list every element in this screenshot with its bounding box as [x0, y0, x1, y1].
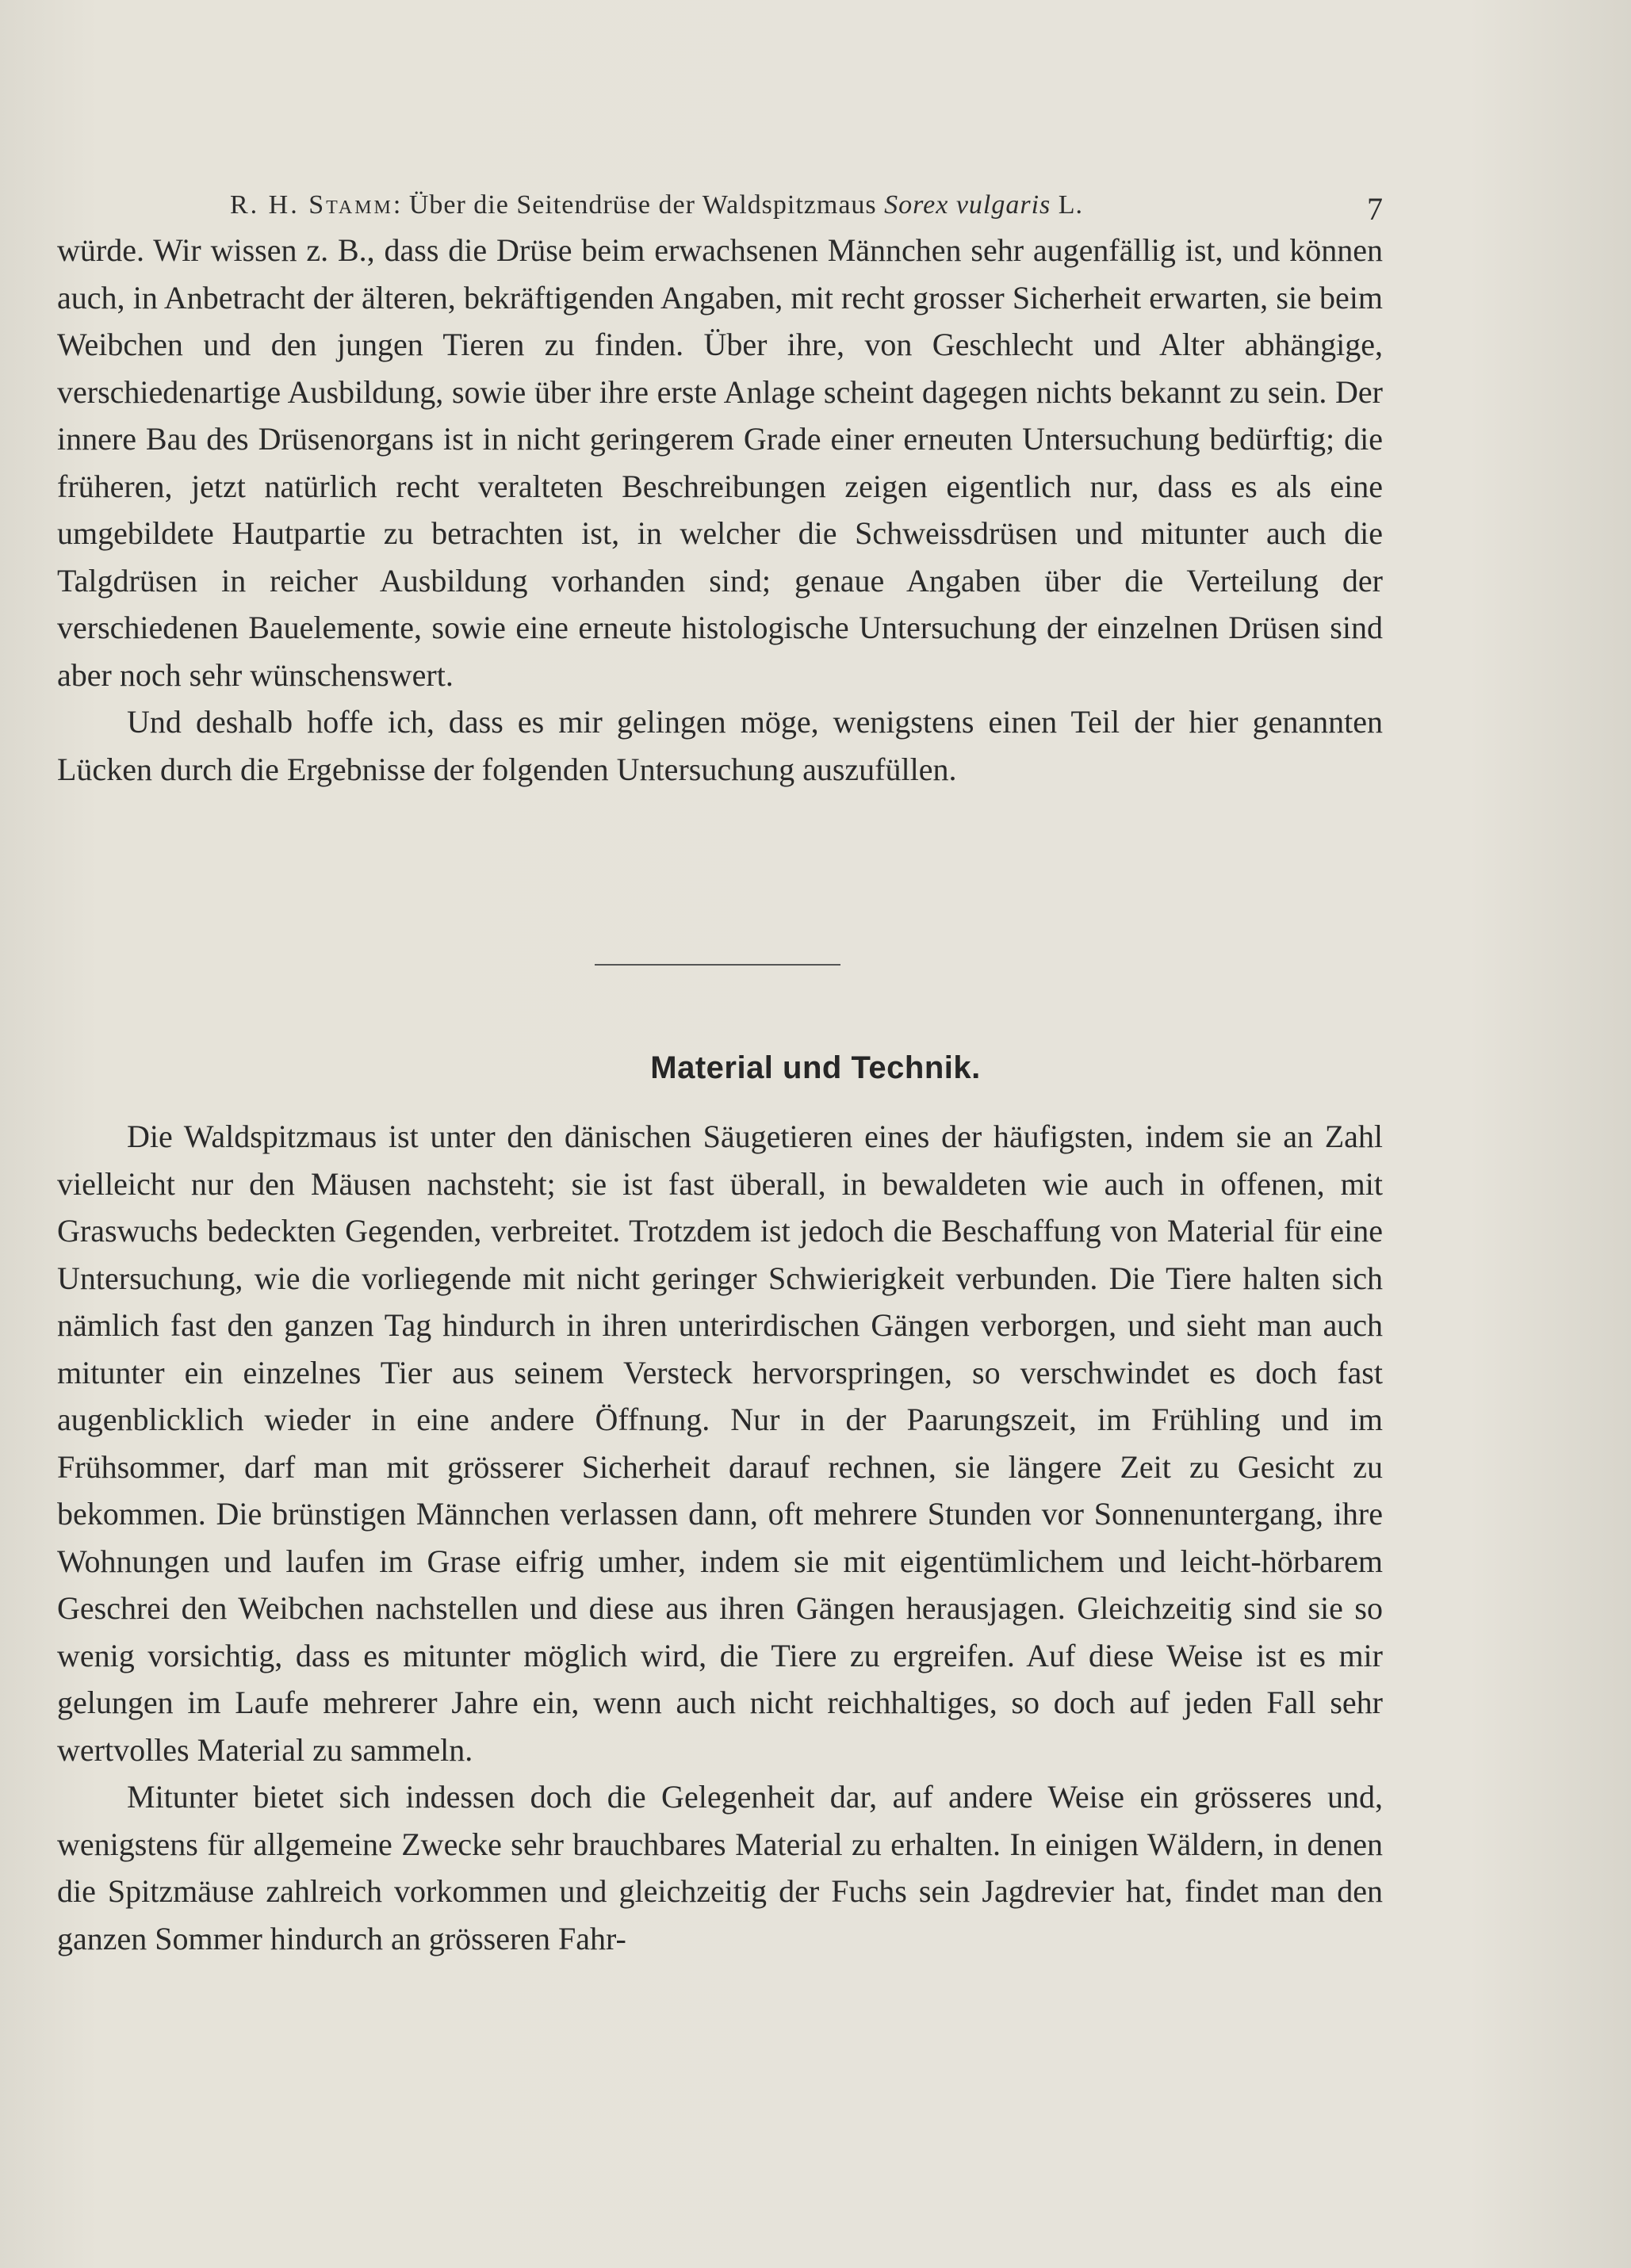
header-title: Über die Seitendrüse der Waldspitzmaus	[408, 190, 877, 220]
intro-text	[57, 227, 1383, 793]
section-heading: Material und Technik.	[650, 1050, 981, 1085]
header-authority: L.	[1058, 190, 1084, 220]
header-author: R. H. Stamm	[230, 190, 393, 220]
header-colon: :	[392, 190, 409, 220]
section-paragraph-2: Mitunter bietet sich indessen doch die Gelegenheit dar, auf andere Weise ein grösseres und, wenigstens für allgemeine Zwecke sehr brauchbares Material zu erhalten. In einigen Wäldern, in denen die Spitzmäuse zahlreich vorkommen und gleichzeitig der Fuchs sein Jagdrevier hat, findet man den ganzen Sommer hindurch an grösseren Fahr-	[57, 1779, 1383, 1956]
intro-paragraph-2: Und deshalb hoffe ich, dass es mir gelingen möge, wenigstens einen Teil der hier genannten Lücken durch die Ergebnisse der folgenden Untersuchung auszufüllen.	[57, 704, 1383, 787]
header-species: Sorex vulgaris	[884, 190, 1051, 220]
section-paragraph-1: Die Waldspitzmaus ist unter den dänischen Säugetieren eines der häufigsten, indem sie an Zahl vielleicht nur den Mäusen nachsteht; sie ist fast überall, in bewaldeten wie auch in offenen, mit Graswuchs bedeckten Gegenden, verbreitet. Trotzdem ist jedoch die Beschaffung von Material für eine Untersuchung, wie die vorliegende mit nicht geringer Schwierigkeit verbunden. Die Tiere halten sich nämlich fast den ganzen Tag hindurch in ihren unterirdischen Gängen verborgen, und sieht man auch mitunter ein einzelnes Tier aus seinem Versteck hervorspringen, so verschwindet es doch fast augenblicklich wieder in eine andere Öffnung. Nur in der Paarungszeit, im Frühling und im Frühsommer, darf man mit grösserer Sicherheit darauf rechnen, sie längere Zeit zu Gesicht zu bekommen. Die brünstigen Männchen verlassen dann, oft mehrere Stunden vor Sonnenuntergang, ihre Wohnungen und laufen im Grase eifrig umher, indem sie mit eigentümlichem und leicht-hörbarem Geschrei den Weibchen nachstellen und diese aus ihren Gängen herausjagen. Gleichzeitig sind sie so wenig vorsichtig, dass es mitunter möglich wird, die Tiere zu ergreifen. Auf diese Weise ist es mir gelungen im Laufe mehrerer Jahre ein, wenn auch nicht reichhaltiges, so doch auf jeden Fall sehr wertvolles Material zu sammeln.	[57, 1119, 1383, 1768]
section-text	[57, 1113, 1383, 1962]
section-divider	[595, 964, 840, 966]
intro-paragraph-1: würde. Wir wissen z. B., dass die Drüse beim erwachsenen Männchen sehr augenfällig ist, und können auch, in Anbetracht der älteren, bekräftigenden Angaben, mit recht grosser Sicherheit erwarten, sie beim Weibchen und den jungen Tieren zu finden. Über ihre, von Geschlecht und Alter abhängige, verschiedenartige Ausbildung, sowie über ihre erste Anlage scheint dagegen nichts bekannt zu sein. Der innere Bau des Drüsenorgans ist in nicht geringerem Grade einer erneuten Untersuchung bedürftig; die früheren, jetzt natürlich recht veralteten Beschreibungen zeigen eigentlich nur, dass es als eine umgebildete Hautpartie zu betrachten ist, in welcher die Schweissdrüsen und mitunter auch die Talgdrüsen in reicher Ausbildung vorhanden sind; genaue Angaben über die Verteilung der verschiedenen Bauelemente, sowie eine erneute histologische Untersuchung der einzelnen Drüsen sind aber noch sehr wünschenswert.	[57, 232, 1383, 693]
running-title	[230, 190, 1083, 220]
page-number: 7	[1367, 191, 1384, 227]
